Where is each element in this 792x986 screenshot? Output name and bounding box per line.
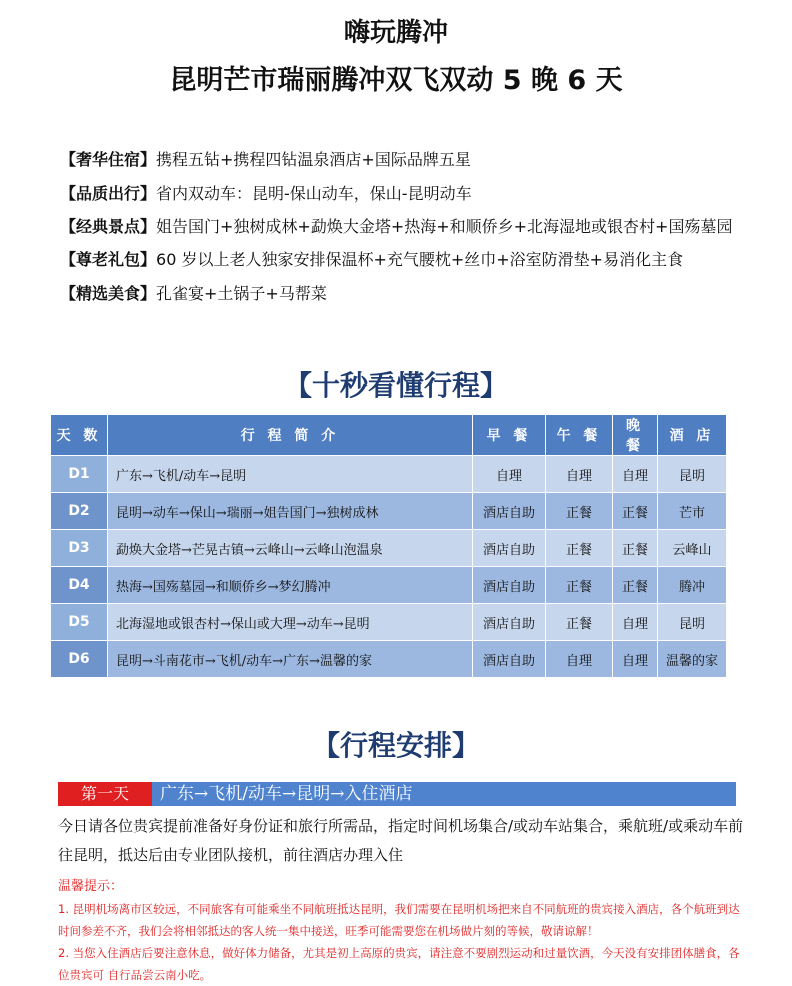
- lunch-cell: 正餐: [546, 493, 613, 530]
- day1-label: 第一天: [58, 782, 152, 806]
- highlight-food: [60, 284, 327, 304]
- schedule-heading: 【行程安排】: [311, 729, 480, 762]
- col-dinner: 晚 餐: [613, 415, 658, 456]
- col-route: 行 程 简 介: [108, 415, 473, 456]
- day-cell: D2: [51, 493, 108, 530]
- route-cell: 热海→国殇墓园→和顺侨乡→梦幻腾冲: [108, 567, 473, 604]
- table-row: [51, 567, 727, 604]
- highlight-senior-gift: [60, 250, 683, 270]
- day1-route: 广东→飞机/动车→昆明→入住酒店: [160, 784, 413, 804]
- hotel-cell: 云峰山: [658, 530, 727, 567]
- route-cell: 北海湿地或银杏村→保山或大理→动车→昆明: [108, 604, 473, 641]
- itinerary-table: [50, 414, 727, 678]
- route-cell: 昆明→斗南花市→飞机/动车→广东→温馨的家: [108, 641, 473, 678]
- day1-description: 今日请各位贵宾提前准备好身份证和旅行所需品，指定时间机场集合/或动车站集合，乘航班/或乘动车前往昆明，抵达后由专业团队接机，前往酒店办理入住: [58, 817, 744, 864]
- breakfast-cell: 自理: [473, 456, 546, 493]
- dinner-cell: 正餐: [613, 530, 658, 567]
- highlight-key: 【品质出行】: [60, 184, 157, 203]
- tip-item: 1. 昆明机场离市区较远，不同旅客有可能乘坐不同航班抵达昆明，我们需要在昆明机场把来自不同航班的贵宾接入酒店，各个航班到达时间参差不齐，我们会将相邻抵达的客人统一集中接送，旺季可能需要您在机场做片刻的等候，敬请谅解！: [58, 902, 740, 938]
- col-lunch: 午 餐: [546, 415, 613, 456]
- lunch-cell: 正餐: [546, 530, 613, 567]
- hotel-cell: 腾冲: [658, 567, 727, 604]
- table-row: [51, 530, 727, 567]
- day1-bar: [58, 782, 736, 806]
- highlight-key: 【尊老礼包】: [60, 250, 157, 269]
- day-cell: D1: [51, 456, 108, 493]
- highlight-transport: [60, 184, 472, 204]
- breakfast-cell: 酒店自助: [473, 530, 546, 567]
- highlight-value: 携程五钻+携程四钻温泉酒店+国际品牌五星: [156, 150, 471, 169]
- hotel-cell: 芒市: [658, 493, 727, 530]
- route-cell: 广东→飞机/动车→昆明: [108, 456, 473, 493]
- table-header-row: [51, 415, 727, 456]
- highlight-value: 60 岁以上老人独家安排保温杯+充气腰枕+丝巾+浴室防滑垫+易消化主食: [156, 250, 684, 269]
- tip-item: 2. 当您入住酒店后要注意休息，做好体力储备，尤其是初上高原的贵宾，请注意不要剧烈运动和过量饮酒，今天没有安排团体膳食，各位贵宾可 自行品尝云南小吃。: [58, 946, 740, 982]
- lunch-cell: 自理: [546, 641, 613, 678]
- highlight-value: 孔雀宴+土锅子+马帮菜: [156, 284, 327, 303]
- day-cell: D3: [51, 530, 108, 567]
- lunch-cell: 自理: [546, 456, 613, 493]
- col-hotel: 酒 店: [658, 415, 727, 456]
- table-row: [51, 641, 727, 678]
- breakfast-cell: 酒店自助: [473, 604, 546, 641]
- tips-list: [58, 898, 748, 986]
- hotel-cell: 昆明: [658, 456, 727, 493]
- highlight-key: 【奢华住宿】: [60, 150, 157, 169]
- overview-heading: 【十秒看懂行程】: [283, 369, 508, 402]
- highlight-value: 省内双动车：昆明-保山动车，保山-昆明动车: [156, 184, 472, 203]
- hotel-cell: 温馨的家: [658, 641, 727, 678]
- highlight-value: 姐告国门+独树成林+勐焕大金塔+热海+和顺侨乡+北海湿地或银杏村+国殇墓园: [156, 217, 733, 236]
- table-row: [51, 604, 727, 641]
- hotel-cell: 昆明: [658, 604, 727, 641]
- highlight-key: 【精选美食】: [60, 284, 157, 303]
- route-cell: 昆明→动车→保山→瑞丽→姐告国门→独树成林: [108, 493, 473, 530]
- day-cell: D5: [51, 604, 108, 641]
- dinner-cell: 自理: [613, 641, 658, 678]
- dinner-cell: 自理: [613, 604, 658, 641]
- breakfast-cell: 酒店自助: [473, 493, 546, 530]
- table-row: [51, 456, 727, 493]
- breakfast-cell: 酒店自助: [473, 641, 546, 678]
- dinner-cell: 正餐: [613, 493, 658, 530]
- page-subtitle: 昆明芒市瑞丽腾冲双飞双动 5 晚 6 天: [169, 65, 623, 96]
- lunch-cell: 正餐: [546, 567, 613, 604]
- col-breakfast: 早 餐: [473, 415, 546, 456]
- dinner-cell: 正餐: [613, 567, 658, 604]
- breakfast-cell: 酒店自助: [473, 567, 546, 604]
- route-cell: 勐焕大金塔→芒晃古镇→云峰山→云峰山泡温泉: [108, 530, 473, 567]
- tips-title: 温馨提示：: [58, 879, 124, 894]
- col-day: 天 数: [51, 415, 108, 456]
- table-row: [51, 493, 727, 530]
- day-cell: D4: [51, 567, 108, 604]
- lunch-cell: 正餐: [546, 604, 613, 641]
- highlight-key: 【经典景点】: [60, 217, 157, 236]
- dinner-cell: 自理: [613, 456, 658, 493]
- day-cell: D6: [51, 641, 108, 678]
- page-title: 嗨玩腾冲: [343, 18, 448, 48]
- highlight-attractions: [60, 217, 732, 237]
- highlight-accommodation: [60, 150, 471, 170]
